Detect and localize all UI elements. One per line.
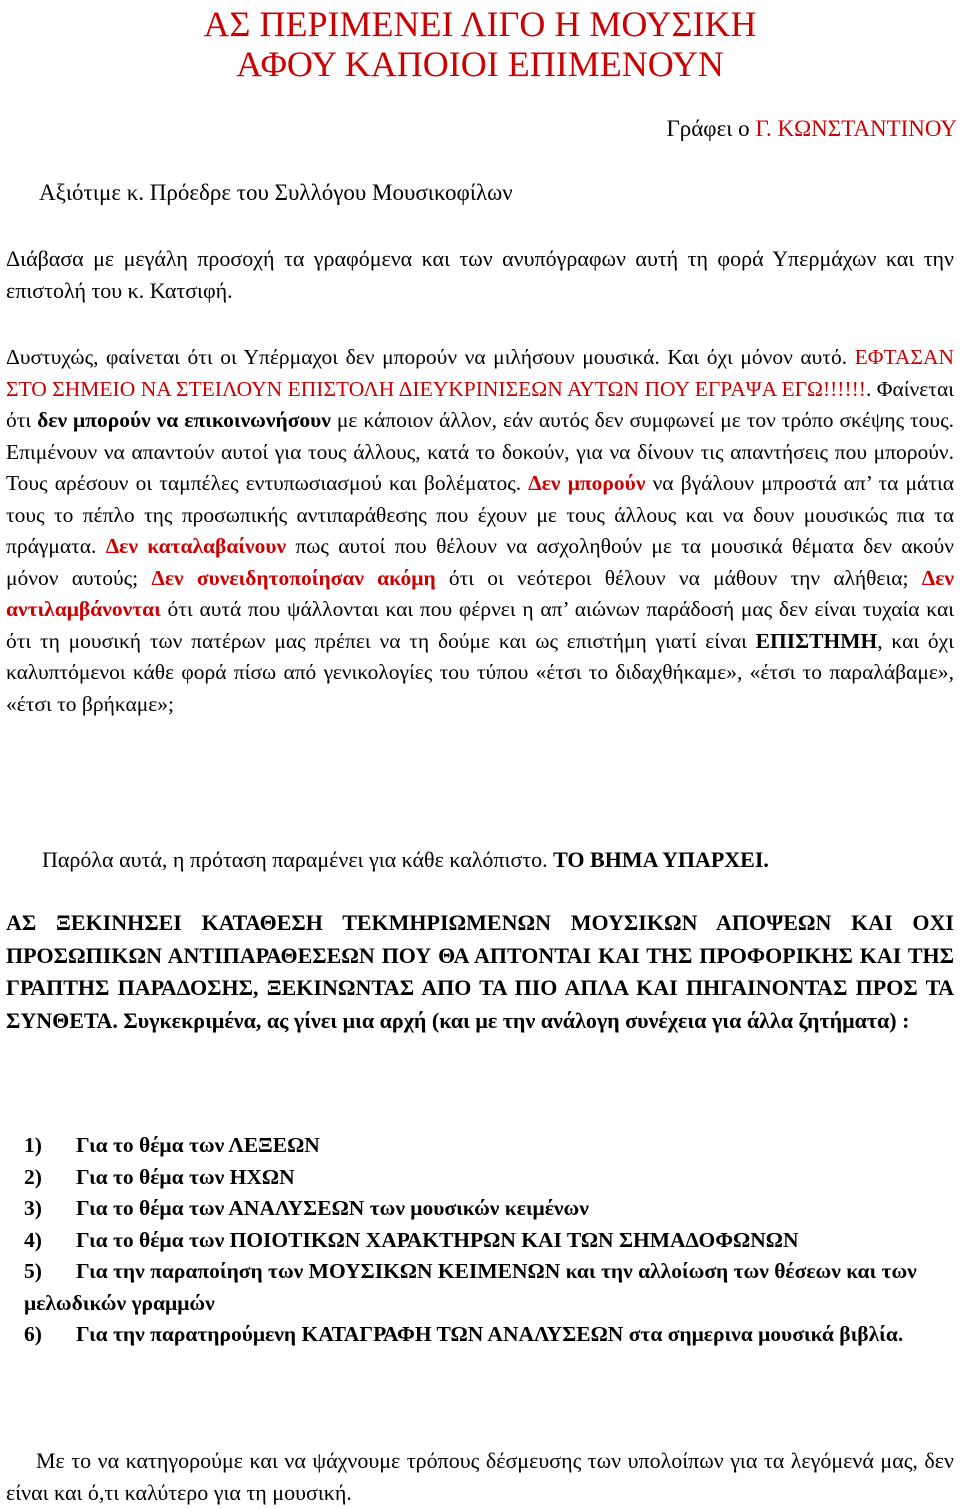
list-number: 3) (24, 1196, 42, 1220)
list-number: 6) (24, 1322, 42, 1346)
p2-text: πως αυτοί που θέλουν να ασχοληθούν με τα μουσικά θέματα δεν ακούν μόνον αυτούς; (6, 534, 955, 590)
list-item (24, 1193, 924, 1225)
article-title (0, 4, 960, 84)
p2-bold: ΕΠΙΣΤΗΜΗ (755, 628, 878, 653)
p2-red-caps: ΕΦΤΑΣΑΝ ΣΤΟ ΣΗΜΕΙΟ ΝΑ ΣΤΕΙΛΟΥΝ ΕΠΙΣΤΟΛΗ ΔΙΕΥΚΡΙΝΙΣΕΩΝ ΑΥΤΩΝ ΠΟΥ ΕΓΡΑΨΑ ΕΓΩ!!!!!! (6, 345, 954, 401)
p2-red-bold: Δεν καταλαβαίνουν (105, 534, 287, 558)
title-line-1: ΑΣ ΠΕΡΙΜΕΝΕΙ ΛΙΓΟ Η ΜΟΥΣΙΚΗ (203, 4, 757, 44)
list-number: 4) (24, 1227, 42, 1252)
list-text: Για την παραποίηση των ΜΟΥΣΙΚΩΝ ΚΕΙΜΕΝΩΝ και την αλλοίωση των θέσεων και των μελωδικών γραμμών (24, 1259, 917, 1315)
list-text: Για το θέμα των ΠΟΙΟΤΙΚΩΝ ΧΑΡΑΚΤΗΡΩΝ ΚΑΙ ΤΩΝ ΣΗΜΑΔΟΦΩΝΩΝ (76, 1227, 799, 1252)
list-text: Για την παρατηρούμενη ΚΑΤΑΓΡΑΦΗ ΤΩΝ ΑΝΑΛΥΣΕΩΝ στα σημερινα μουσικά βιβλία. (76, 1322, 904, 1346)
p2-red-bold: Δεν αντιλαμβάνονται (6, 565, 954, 621)
p2-red-bold: Δεν συνειδητοποίησαν ακόμη (151, 565, 436, 590)
p2-text: ότι αυτά που ψάλλονται και που φέρνει η απ’ αιώνων παράδοσή μας δεν είναι τυχαία και ότι τη μουσική των πατέρων μας πρέπει να τη δούμε και ως επιστήμη γιατί είναι (6, 597, 954, 653)
p2-text: , και όχι καλυπτόμενοι κάθε φορά πίσω από γενικολογίες του τύπου «έτσι το διδαχθήκαμε», «έτσι το παραλάβαμε», «έτσι το βρήκαμε»; (6, 628, 954, 716)
list-text: Για το θέμα των ΗΧΩΝ (76, 1164, 295, 1189)
paragraph-2 (6, 342, 954, 720)
list-number: 1) (24, 1133, 42, 1157)
list-item (24, 1162, 924, 1194)
p3-bold: ΤΟ ΒΗΜΑ ΥΠΑΡΧΕΙ. (553, 847, 769, 872)
byline-author: Γ. ΚΩΝΣΤΑΝΤΙΝΟΥ (755, 116, 957, 141)
list-text: Για το θέμα των ΑΝΑΛΥΣΕΩΝ των μουσικών κειμένων (76, 1196, 589, 1220)
list-item (24, 1225, 924, 1257)
proposal-list (24, 1130, 924, 1351)
p2-bold: δεν μπορούν να επικοινωνήσουν (37, 408, 331, 432)
byline (666, 116, 957, 142)
list-number: 2) (24, 1164, 42, 1189)
paragraph-5: Με το να κατηγορούμε και να ψάχνουμε τρόπους δέσμευσης των υπολοίπων για τα λεγόμενά μας, δεν είναι και ό,τι καλύτερο για τη μουσική. (6, 1448, 954, 1505)
title-line-2: ΑΦΟΥ ΚΑΠΟΙΟΙ ΕΠΙΜΕΝΟΥΝ (236, 44, 724, 84)
list-number: 5) (24, 1259, 42, 1283)
p2-red-bold: Δεν μπορούν (528, 471, 646, 495)
p2-text: ότι οι νεότεροι θέλουν να μάθουν την αλήθεια; (435, 565, 922, 590)
byline-prefix: Γράφει ο (666, 116, 756, 141)
p2-text: με κάποιον άλλον, εάν αυτός δεν συμφωνεί με τον τρόπο σκέψης τους. Επιμένουν να απαντούν αυτοί για τους άλλους, κατά το δοκούν, για να δίνουν τις απαντήσεις που μπορούν. Τους αρέσουν οι ταμπέλες εντυπωσιασμού και βολέματος. (6, 408, 954, 495)
paragraph-4: ΑΣ ΞΕΚΙΝΗΣΕΙ ΚΑΤΑΘΕΣΗ ΤΕΚΜΗΡΙΩΜΕΝΩΝ ΜΟΥΣΙΚΩΝ ΑΠΟΨΕΩΝ ΚΑΙ ΟΧΙ ΠΡΟΣΩΠΙΚΩΝ ΑΝΤΙΠΑΡΑΘΕΣΕΩΝ ΠΟΥ ΘΑ ΑΠΤΟΝΤΑΙ ΚΑΙ ΤΗΣ ΠΡΟΦΟΡΙΚΗΣ ΚΑΙ ΤΗΣ ΓΡΑΠΤΗΣ ΠΑΡΑΔΟΣΗΣ, ΞΕΚΙΝΩΝΤΑΣ ΑΠΟ ΤΑ ΠΙΟ ΑΠΛΑ ΚΑΙ ΠΗΓΑΙΝΟΝΤΑΣ ΠΡΟΣ ΤΑ ΣΥΝΘΕΤΑ. Συγκεκριμένα, ας γίνει μια αρχή (και με την ανάλογη συνέχεια για άλλα ζητήματα) : (6, 910, 954, 1033)
list-item (24, 1130, 924, 1162)
paragraph-3 (42, 847, 769, 873)
p2-text: . Φαίνεται ότι (6, 376, 954, 432)
p2-text: να βγάλουν μπροστά απ’ τα μάτια τους το πέπλο της προσωπικής αντιπαράθεσης που έχουν με τους άλλους και να δουν μουσικώς πια τα πράγματα. (6, 471, 955, 558)
p2-text: Δυστυχώς, φαίνεται ότι οι Υπέρμαχοι δεν μπορούν να μιλήσουν μουσικά. Και όχι μόνον αυτό. (6, 345, 855, 369)
list-item (24, 1256, 924, 1319)
greeting: Αξιότιμε κ. Πρόεδρε του Συλλόγου Μουσικοφίλων (39, 180, 513, 205)
paragraph-1: Διάβασα με μεγάλη προσοχή τα γραφόμενα και των ανυπόγραφων αυτή τη φορά Υπερμάχων και την επιστολή του κ. Κατσιφή. (6, 246, 954, 303)
p3-text: Παρόλα αυτά, η πρόταση παραμένει για κάθε καλόπιστο. (42, 847, 554, 872)
list-item (24, 1319, 924, 1351)
list-text: Για το θέμα των ΛΕΞΕΩΝ (76, 1133, 320, 1157)
